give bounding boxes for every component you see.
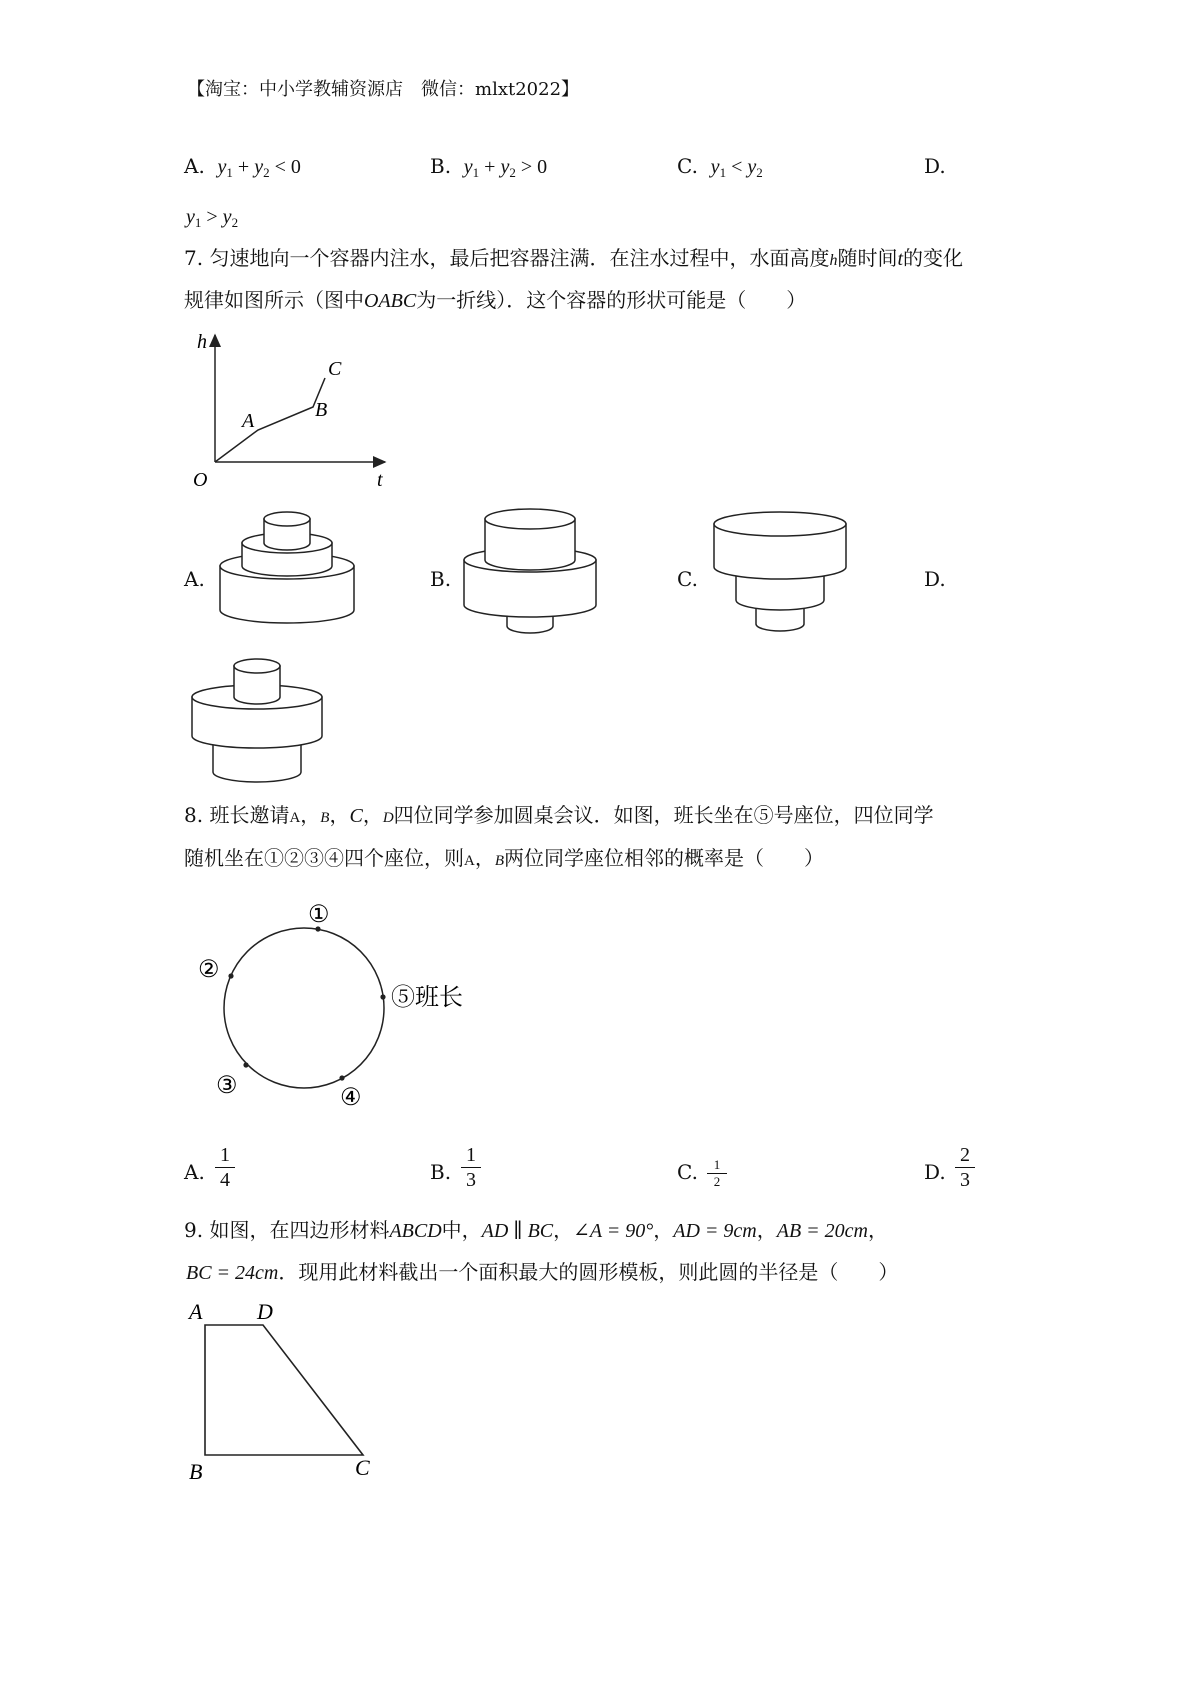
vertex-a: A: [189, 1299, 203, 1324]
q6-option-d[interactable]: $y_1 > y_2$: [186, 206, 239, 230]
q8-option-a-fraction: 1 4: [210, 1143, 240, 1192]
q9-line-2: BC = 24cm．现用此材料截出一个面积最大的圆形模板，则此圆的半径是（ ）: [186, 1260, 899, 1284]
seat-dot-5: [380, 994, 385, 999]
q7-option-c[interactable]: C.: [677, 567, 698, 591]
q8-option-d-label[interactable]: D.: [924, 1160, 946, 1184]
q9-quadrilateral-figure: [185, 1297, 405, 1497]
q7-container-b[interactable]: [462, 510, 607, 640]
q6-option-b[interactable]: B. $y_1 + y_2 > 0$: [430, 154, 548, 180]
q8-option-a-label[interactable]: A.: [184, 1160, 205, 1184]
q8-line-2: 随机坐在①②③④四个座位，则A，B两位同学座位相邻的概率是（ ）: [184, 846, 825, 870]
q7-line-1: 7. 匀速地向一个容器内注水，最后把容器注满．在注水过程中，水面高度h随时间t的变化: [184, 246, 964, 270]
label-c: C: [328, 358, 342, 380]
seat-dot-4: [339, 1075, 344, 1080]
q8-option-c-fraction: 1 2: [702, 1157, 732, 1190]
label-o: O: [193, 469, 208, 491]
q8-option-b-label[interactable]: B.: [430, 1160, 452, 1184]
q8-line-1: 8. 班长邀请A，B，C，D四位同学参加圆桌会议．如图，班长坐在⑤号座位，四位同学: [184, 803, 934, 827]
q6-option-d-label[interactable]: D.: [924, 154, 946, 178]
q6-option-c[interactable]: C. $y_1 < y_2$: [677, 154, 763, 180]
page-header: 【淘宝：中小学教辅资源店 微信：mlxt2022】: [187, 79, 580, 100]
q7-line-2: 规律如图所示（图中OABC为一折线）．这个容器的形状可能是（ ）: [184, 288, 807, 312]
quadrilateral-abcd: [205, 1325, 363, 1455]
label-a: A: [242, 410, 255, 432]
q7-container-a[interactable]: [218, 510, 363, 640]
seat-label-1: ①: [308, 902, 330, 928]
label-h: h: [197, 331, 207, 353]
q8-round-table-figure: [190, 895, 490, 1115]
seat-label-4: ④: [340, 1085, 362, 1111]
seat-dot-2: [228, 973, 233, 978]
seat-dot-3: [243, 1062, 248, 1067]
q7-option-b[interactable]: B.: [430, 567, 452, 591]
q6-option-a[interactable]: A. $y_1 + y_2 < 0$: [184, 154, 301, 180]
label-b: B: [315, 399, 328, 421]
seat-label-3: ③: [216, 1073, 238, 1099]
vertex-b: B: [189, 1459, 203, 1484]
label-t: t: [377, 469, 383, 491]
seat-label-5: ⑤班长: [391, 985, 463, 1011]
q8-option-d-fraction: 2 3: [950, 1143, 980, 1192]
q7-option-a[interactable]: A.: [184, 567, 205, 591]
q7-height-time-graph: [185, 330, 405, 490]
vertex-d: D: [257, 1299, 273, 1324]
q8-option-c-label[interactable]: C.: [677, 1160, 698, 1184]
q7-container-d[interactable]: [190, 656, 335, 786]
vertex-c: C: [355, 1455, 370, 1480]
q9-line-1: 9. 如图，在四边形材料ABCD中，AD ∥ BC，∠A = 90°，AD = 9cm，AB = 20cm，: [184, 1218, 888, 1242]
q7-option-d[interactable]: D.: [924, 567, 946, 591]
broken-line-oabc: [215, 378, 328, 462]
q7-container-c[interactable]: [712, 512, 857, 642]
seat-label-2: ②: [198, 957, 220, 983]
q8-option-b-fraction: 1 3: [456, 1143, 486, 1192]
